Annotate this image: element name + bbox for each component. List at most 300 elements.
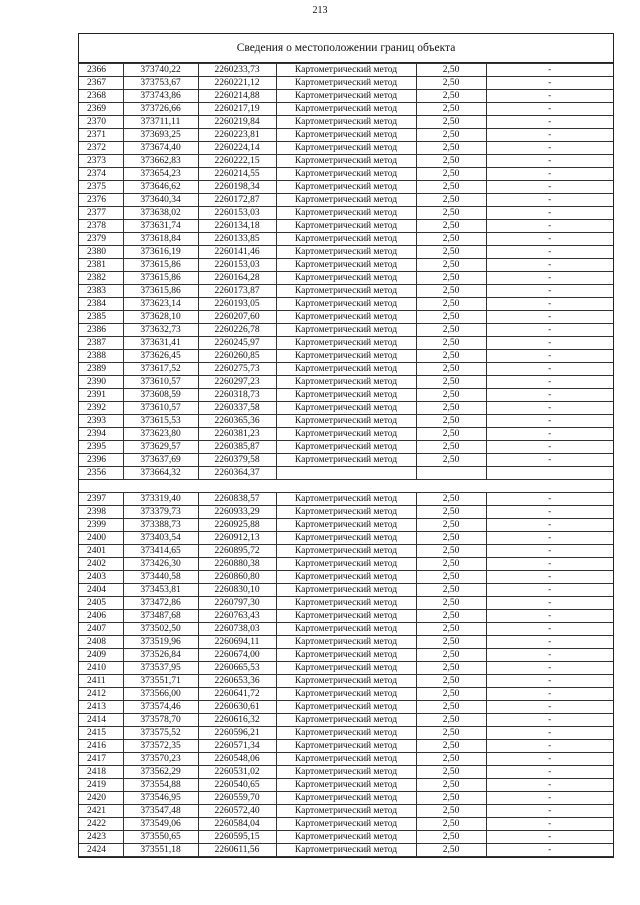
table-row bbox=[79, 805, 613, 818]
table-row bbox=[79, 610, 613, 623]
y-coordinate-cell: 2260880,38 bbox=[198, 558, 276, 571]
table-row bbox=[79, 766, 613, 779]
method-cell: Картометрический метод bbox=[276, 519, 416, 532]
accuracy-cell: 2,50 bbox=[416, 155, 486, 168]
y-coordinate-cell: 2260337,58 bbox=[198, 402, 276, 415]
note-cell: - bbox=[486, 298, 613, 311]
note-cell: - bbox=[486, 454, 613, 467]
note-cell: - bbox=[486, 571, 613, 584]
accuracy-cell: 2,50 bbox=[416, 233, 486, 246]
note-cell: - bbox=[486, 610, 613, 623]
point-number-cell: 2383 bbox=[79, 285, 123, 298]
accuracy-cell: 2,50 bbox=[416, 623, 486, 636]
accuracy-cell: 2,50 bbox=[416, 376, 486, 389]
note-cell: - bbox=[486, 766, 613, 779]
method-cell: Картометрический метод bbox=[276, 142, 416, 155]
method-cell: Картометрический метод bbox=[276, 428, 416, 441]
point-number-cell: 2356 bbox=[79, 467, 123, 480]
x-coordinate-cell: 373379,73 bbox=[123, 506, 198, 519]
method-cell: Картометрический метод bbox=[276, 675, 416, 688]
y-coordinate-cell: 2260217,19 bbox=[198, 103, 276, 116]
table-row bbox=[79, 350, 613, 363]
y-coordinate-cell: 2260172,87 bbox=[198, 194, 276, 207]
table-row bbox=[79, 142, 613, 155]
method-cell: Картометрический метод bbox=[276, 558, 416, 571]
table-row bbox=[79, 311, 613, 324]
block-separator bbox=[79, 480, 613, 493]
method-cell: Картометрический метод bbox=[276, 155, 416, 168]
note-cell: - bbox=[486, 662, 613, 675]
x-coordinate-cell: 373570,23 bbox=[123, 753, 198, 766]
accuracy-cell: 2,50 bbox=[416, 805, 486, 818]
table-row bbox=[79, 519, 613, 532]
accuracy-cell: 2,50 bbox=[416, 675, 486, 688]
accuracy-cell: 2,50 bbox=[416, 610, 486, 623]
method-cell: Картометрический метод bbox=[276, 792, 416, 805]
accuracy-cell: 2,50 bbox=[416, 77, 486, 90]
accuracy-cell: 2,50 bbox=[416, 766, 486, 779]
table-row bbox=[79, 77, 613, 90]
method-cell: Картометрический метод bbox=[276, 636, 416, 649]
y-coordinate-cell: 2260616,32 bbox=[198, 714, 276, 727]
point-number-cell: 2417 bbox=[79, 753, 123, 766]
x-coordinate-cell: 373546,95 bbox=[123, 792, 198, 805]
x-coordinate-cell: 373610,57 bbox=[123, 402, 198, 415]
table-row bbox=[79, 168, 613, 181]
x-coordinate-cell: 373637,69 bbox=[123, 454, 198, 467]
note-cell: - bbox=[486, 441, 613, 454]
y-coordinate-cell: 2260223,81 bbox=[198, 129, 276, 142]
point-number-cell: 2389 bbox=[79, 363, 123, 376]
note-cell: - bbox=[486, 181, 613, 194]
block-separator-row bbox=[79, 480, 613, 493]
accuracy-cell: 2,50 bbox=[416, 701, 486, 714]
method-cell: Картометрический метод bbox=[276, 376, 416, 389]
note-cell: - bbox=[486, 376, 613, 389]
table-row bbox=[79, 246, 613, 259]
table-row bbox=[79, 337, 613, 350]
x-coordinate-cell: 373623,14 bbox=[123, 298, 198, 311]
method-cell bbox=[276, 467, 416, 480]
accuracy-cell: 2,50 bbox=[416, 454, 486, 467]
accuracy-cell: 2,50 bbox=[416, 324, 486, 337]
point-number-cell: 2407 bbox=[79, 623, 123, 636]
y-coordinate-cell: 2260630,61 bbox=[198, 701, 276, 714]
accuracy-cell: 2,50 bbox=[416, 168, 486, 181]
point-number-cell: 2395 bbox=[79, 441, 123, 454]
note-cell: - bbox=[486, 337, 613, 350]
point-number-cell: 2405 bbox=[79, 597, 123, 610]
y-coordinate-cell: 2260221,12 bbox=[198, 77, 276, 90]
x-coordinate-cell: 373414,65 bbox=[123, 545, 198, 558]
table-row bbox=[79, 233, 613, 246]
table-row bbox=[79, 792, 613, 805]
method-cell: Картометрический метод bbox=[276, 584, 416, 597]
y-coordinate-cell: 2260141,46 bbox=[198, 246, 276, 259]
x-coordinate-cell: 373319,40 bbox=[123, 493, 198, 506]
method-cell: Картометрический метод bbox=[276, 753, 416, 766]
note-cell: - bbox=[486, 805, 613, 818]
x-coordinate-cell: 373740,22 bbox=[123, 64, 198, 77]
table-row bbox=[79, 90, 613, 103]
y-coordinate-cell: 2260674,00 bbox=[198, 649, 276, 662]
point-number-cell: 2411 bbox=[79, 675, 123, 688]
point-number-cell: 2409 bbox=[79, 649, 123, 662]
table-row bbox=[79, 441, 613, 454]
method-cell: Картометрический метод bbox=[276, 441, 416, 454]
point-number-cell: 2393 bbox=[79, 415, 123, 428]
x-coordinate-cell: 373608,59 bbox=[123, 389, 198, 402]
accuracy-cell: 2,50 bbox=[416, 519, 486, 532]
accuracy-cell: 2,50 bbox=[416, 220, 486, 233]
note-cell: - bbox=[486, 727, 613, 740]
table-row bbox=[79, 831, 613, 844]
accuracy-cell: 2,50 bbox=[416, 350, 486, 363]
method-cell: Картометрический метод bbox=[276, 259, 416, 272]
table-row bbox=[79, 402, 613, 415]
method-cell: Картометрический метод bbox=[276, 389, 416, 402]
point-number-cell: 2380 bbox=[79, 246, 123, 259]
method-cell: Картометрический метод bbox=[276, 818, 416, 831]
x-coordinate-cell: 373562,29 bbox=[123, 766, 198, 779]
table-row bbox=[79, 597, 613, 610]
method-cell: Картометрический метод bbox=[276, 363, 416, 376]
table-row bbox=[79, 454, 613, 467]
note-cell: - bbox=[486, 415, 613, 428]
accuracy-cell: 2,50 bbox=[416, 727, 486, 740]
accuracy-cell: 2,50 bbox=[416, 740, 486, 753]
point-number-cell: 2388 bbox=[79, 350, 123, 363]
x-coordinate-cell: 373487,68 bbox=[123, 610, 198, 623]
note-cell: - bbox=[486, 428, 613, 441]
method-cell: Картометрический метод bbox=[276, 597, 416, 610]
point-number-cell: 2370 bbox=[79, 116, 123, 129]
accuracy-cell: 2,50 bbox=[416, 337, 486, 350]
table-row bbox=[79, 428, 613, 441]
y-coordinate-cell: 2260763,43 bbox=[198, 610, 276, 623]
table-row bbox=[79, 844, 613, 857]
point-number-cell: 2378 bbox=[79, 220, 123, 233]
method-cell: Картометрический метод bbox=[276, 207, 416, 220]
point-number-cell: 2390 bbox=[79, 376, 123, 389]
y-coordinate-cell: 2260830,10 bbox=[198, 584, 276, 597]
table-row bbox=[79, 285, 613, 298]
x-coordinate-cell: 373566,00 bbox=[123, 688, 198, 701]
page-number: 213 bbox=[312, 5, 328, 16]
method-cell: Картометрический метод bbox=[276, 532, 416, 545]
y-coordinate-cell: 2260860,80 bbox=[198, 571, 276, 584]
method-cell: Картометрический метод bbox=[276, 844, 416, 857]
y-coordinate-cell: 2260379,58 bbox=[198, 454, 276, 467]
table-row bbox=[79, 701, 613, 714]
table-row bbox=[79, 363, 613, 376]
y-coordinate-cell: 2260134,18 bbox=[198, 220, 276, 233]
note-cell: - bbox=[486, 532, 613, 545]
method-cell: Картометрический метод bbox=[276, 415, 416, 428]
accuracy-cell: 2,50 bbox=[416, 662, 486, 675]
note-cell: - bbox=[486, 363, 613, 376]
accuracy-cell: 2,50 bbox=[416, 298, 486, 311]
note-cell: - bbox=[486, 831, 613, 844]
table-row bbox=[79, 558, 613, 571]
method-cell: Картометрический метод bbox=[276, 740, 416, 753]
method-cell: Картометрический метод bbox=[276, 337, 416, 350]
point-number-cell: 2376 bbox=[79, 194, 123, 207]
point-number-cell: 2399 bbox=[79, 519, 123, 532]
point-number-cell: 2412 bbox=[79, 688, 123, 701]
x-coordinate-cell: 373526,84 bbox=[123, 649, 198, 662]
accuracy-cell: 2,50 bbox=[416, 714, 486, 727]
x-coordinate-cell: 373638,02 bbox=[123, 207, 198, 220]
accuracy-cell: 2,50 bbox=[416, 207, 486, 220]
table-row bbox=[79, 207, 613, 220]
method-cell: Картометрический метод bbox=[276, 610, 416, 623]
x-coordinate-cell: 373388,73 bbox=[123, 519, 198, 532]
point-number-cell: 2396 bbox=[79, 454, 123, 467]
accuracy-cell: 2,50 bbox=[416, 181, 486, 194]
method-cell: Картометрический метод bbox=[276, 285, 416, 298]
note-cell: - bbox=[486, 246, 613, 259]
accuracy-cell: 2,50 bbox=[416, 636, 486, 649]
accuracy-cell: 2,50 bbox=[416, 259, 486, 272]
note-cell: - bbox=[486, 64, 613, 77]
note-cell: - bbox=[486, 597, 613, 610]
table-row bbox=[79, 675, 613, 688]
point-number-cell: 2423 bbox=[79, 831, 123, 844]
y-coordinate-cell: 2260226,78 bbox=[198, 324, 276, 337]
y-coordinate-cell: 2260925,88 bbox=[198, 519, 276, 532]
note-cell: - bbox=[486, 844, 613, 857]
method-cell: Картометрический метод bbox=[276, 129, 416, 142]
table-row bbox=[79, 415, 613, 428]
x-coordinate-cell: 373617,52 bbox=[123, 363, 198, 376]
method-cell: Картометрический метод bbox=[276, 701, 416, 714]
accuracy-cell: 2,50 bbox=[416, 831, 486, 844]
note-cell: - bbox=[486, 818, 613, 831]
y-coordinate-cell: 2260297,23 bbox=[198, 376, 276, 389]
accuracy-cell: 2,50 bbox=[416, 649, 486, 662]
table-row bbox=[79, 545, 613, 558]
y-coordinate-cell: 2260738,03 bbox=[198, 623, 276, 636]
note-cell: - bbox=[486, 129, 613, 142]
accuracy-cell: 2,50 bbox=[416, 441, 486, 454]
point-number-cell: 2366 bbox=[79, 64, 123, 77]
table-row bbox=[79, 103, 613, 116]
table-row bbox=[79, 779, 613, 792]
note-cell: - bbox=[486, 649, 613, 662]
y-coordinate-cell: 2260207,60 bbox=[198, 311, 276, 324]
note-cell: - bbox=[486, 714, 613, 727]
y-coordinate-cell: 2260596,21 bbox=[198, 727, 276, 740]
note-cell: - bbox=[486, 168, 613, 181]
accuracy-cell: 2,50 bbox=[416, 545, 486, 558]
method-cell: Картометрический метод bbox=[276, 116, 416, 129]
point-number-cell: 2410 bbox=[79, 662, 123, 675]
accuracy-cell: 2,50 bbox=[416, 389, 486, 402]
point-number-cell: 2402 bbox=[79, 558, 123, 571]
y-coordinate-cell: 2260548,06 bbox=[198, 753, 276, 766]
y-coordinate-cell: 2260222,15 bbox=[198, 155, 276, 168]
point-number-cell: 2373 bbox=[79, 155, 123, 168]
accuracy-cell: 2,50 bbox=[416, 688, 486, 701]
y-coordinate-cell: 2260572,40 bbox=[198, 805, 276, 818]
note-cell: - bbox=[486, 558, 613, 571]
x-coordinate-cell: 373674,40 bbox=[123, 142, 198, 155]
x-coordinate-cell: 373618,84 bbox=[123, 233, 198, 246]
method-cell: Картометрический метод bbox=[276, 766, 416, 779]
point-number-cell: 2401 bbox=[79, 545, 123, 558]
note-cell: - bbox=[486, 220, 613, 233]
note-cell: - bbox=[486, 259, 613, 272]
x-coordinate-cell: 373615,86 bbox=[123, 259, 198, 272]
point-number-cell: 2391 bbox=[79, 389, 123, 402]
x-coordinate-cell: 373519,96 bbox=[123, 636, 198, 649]
note-cell: - bbox=[486, 753, 613, 766]
y-coordinate-cell: 2260540,65 bbox=[198, 779, 276, 792]
point-number-cell: 2418 bbox=[79, 766, 123, 779]
x-coordinate-cell: 373547,48 bbox=[123, 805, 198, 818]
y-coordinate-cell: 2260133,85 bbox=[198, 233, 276, 246]
x-coordinate-cell: 373574,46 bbox=[123, 701, 198, 714]
point-number-cell: 2367 bbox=[79, 77, 123, 90]
note-cell bbox=[486, 467, 613, 480]
method-cell: Картометрический метод bbox=[276, 350, 416, 363]
table-row bbox=[79, 467, 613, 480]
accuracy-cell: 2,50 bbox=[416, 90, 486, 103]
note-cell: - bbox=[486, 506, 613, 519]
note-cell: - bbox=[486, 155, 613, 168]
accuracy-cell: 2,50 bbox=[416, 64, 486, 77]
y-coordinate-cell: 2260214,55 bbox=[198, 168, 276, 181]
y-coordinate-cell: 2260653,36 bbox=[198, 675, 276, 688]
table-row bbox=[79, 64, 613, 77]
y-coordinate-cell: 2260173,87 bbox=[198, 285, 276, 298]
table-row bbox=[79, 493, 613, 506]
accuracy-cell: 2,50 bbox=[416, 532, 486, 545]
note-cell: - bbox=[486, 545, 613, 558]
note-cell: - bbox=[486, 103, 613, 116]
method-cell: Картометрический метод bbox=[276, 779, 416, 792]
y-coordinate-cell: 2260665,53 bbox=[198, 662, 276, 675]
point-number-cell: 2416 bbox=[79, 740, 123, 753]
method-cell: Картометрический метод bbox=[276, 181, 416, 194]
note-cell: - bbox=[486, 493, 613, 506]
point-number-cell: 2408 bbox=[79, 636, 123, 649]
accuracy-cell: 2,50 bbox=[416, 246, 486, 259]
point-number-cell: 2387 bbox=[79, 337, 123, 350]
accuracy-cell: 2,50 bbox=[416, 584, 486, 597]
x-coordinate-cell: 373626,45 bbox=[123, 350, 198, 363]
accuracy-cell: 2,50 bbox=[416, 818, 486, 831]
note-cell: - bbox=[486, 285, 613, 298]
method-cell: Картометрический метод bbox=[276, 168, 416, 181]
table-row bbox=[79, 740, 613, 753]
table-row bbox=[79, 532, 613, 545]
x-coordinate-cell: 373662,83 bbox=[123, 155, 198, 168]
note-cell: - bbox=[486, 324, 613, 337]
point-number-cell: 2374 bbox=[79, 168, 123, 181]
note-cell: - bbox=[486, 142, 613, 155]
accuracy-cell: 2,50 bbox=[416, 753, 486, 766]
x-coordinate-cell: 373578,70 bbox=[123, 714, 198, 727]
table-row bbox=[79, 129, 613, 142]
point-number-cell: 2422 bbox=[79, 818, 123, 831]
x-coordinate-cell: 373551,18 bbox=[123, 844, 198, 857]
method-cell: Картометрический метод bbox=[276, 324, 416, 337]
accuracy-cell: 2,50 bbox=[416, 103, 486, 116]
table-row bbox=[79, 623, 613, 636]
table-row bbox=[79, 753, 613, 766]
accuracy-cell: 2,50 bbox=[416, 493, 486, 506]
method-cell: Картометрический метод bbox=[276, 64, 416, 77]
table-row bbox=[79, 194, 613, 207]
x-coordinate-cell: 373646,62 bbox=[123, 181, 198, 194]
point-number-cell: 2372 bbox=[79, 142, 123, 155]
note-cell: - bbox=[486, 584, 613, 597]
y-coordinate-cell: 2260198,34 bbox=[198, 181, 276, 194]
accuracy-cell: 2,50 bbox=[416, 571, 486, 584]
x-coordinate-cell: 373693,25 bbox=[123, 129, 198, 142]
x-coordinate-cell: 373502,50 bbox=[123, 623, 198, 636]
x-coordinate-cell: 373453,81 bbox=[123, 584, 198, 597]
y-coordinate-cell: 2260385,87 bbox=[198, 441, 276, 454]
point-number-cell: 2398 bbox=[79, 506, 123, 519]
accuracy-cell: 2,50 bbox=[416, 129, 486, 142]
y-coordinate-cell: 2260233,73 bbox=[198, 64, 276, 77]
x-coordinate-cell: 373537,95 bbox=[123, 662, 198, 675]
method-cell: Картометрический метод bbox=[276, 298, 416, 311]
y-coordinate-cell: 2260381,23 bbox=[198, 428, 276, 441]
y-coordinate-cell: 2260214,88 bbox=[198, 90, 276, 103]
y-coordinate-cell: 2260912,13 bbox=[198, 532, 276, 545]
x-coordinate-cell: 373403,54 bbox=[123, 532, 198, 545]
point-number-cell: 2404 bbox=[79, 584, 123, 597]
x-coordinate-cell: 373615,86 bbox=[123, 272, 198, 285]
accuracy-cell: 2,50 bbox=[416, 363, 486, 376]
y-coordinate-cell: 2260219,84 bbox=[198, 116, 276, 129]
method-cell: Картометрический метод bbox=[276, 311, 416, 324]
accuracy-cell: 2,50 bbox=[416, 142, 486, 155]
x-coordinate-cell: 373472,86 bbox=[123, 597, 198, 610]
accuracy-cell: 2,50 bbox=[416, 428, 486, 441]
y-coordinate-cell: 2260364,37 bbox=[198, 467, 276, 480]
point-number-cell: 2385 bbox=[79, 311, 123, 324]
accuracy-cell bbox=[416, 467, 486, 480]
point-number-cell: 2400 bbox=[79, 532, 123, 545]
x-coordinate-cell: 373664,32 bbox=[123, 467, 198, 480]
point-number-cell: 2384 bbox=[79, 298, 123, 311]
x-coordinate-cell: 373616,19 bbox=[123, 246, 198, 259]
coordinates-sheet bbox=[78, 33, 614, 858]
point-number-cell: 2369 bbox=[79, 103, 123, 116]
x-coordinate-cell: 373554,88 bbox=[123, 779, 198, 792]
point-number-cell: 2421 bbox=[79, 805, 123, 818]
y-coordinate-cell: 2260318,73 bbox=[198, 389, 276, 402]
x-coordinate-cell: 373610,57 bbox=[123, 376, 198, 389]
point-number-cell: 2403 bbox=[79, 571, 123, 584]
x-coordinate-cell: 373440,58 bbox=[123, 571, 198, 584]
y-coordinate-cell: 2260611,56 bbox=[198, 844, 276, 857]
x-coordinate-cell: 373631,41 bbox=[123, 337, 198, 350]
note-cell: - bbox=[486, 194, 613, 207]
coordinates-table-body bbox=[79, 64, 613, 857]
method-cell: Картометрический метод bbox=[276, 233, 416, 246]
accuracy-cell: 2,50 bbox=[416, 597, 486, 610]
method-cell: Картометрический метод bbox=[276, 454, 416, 467]
table-row bbox=[79, 298, 613, 311]
y-coordinate-cell: 2260895,72 bbox=[198, 545, 276, 558]
y-coordinate-cell: 2260193,05 bbox=[198, 298, 276, 311]
